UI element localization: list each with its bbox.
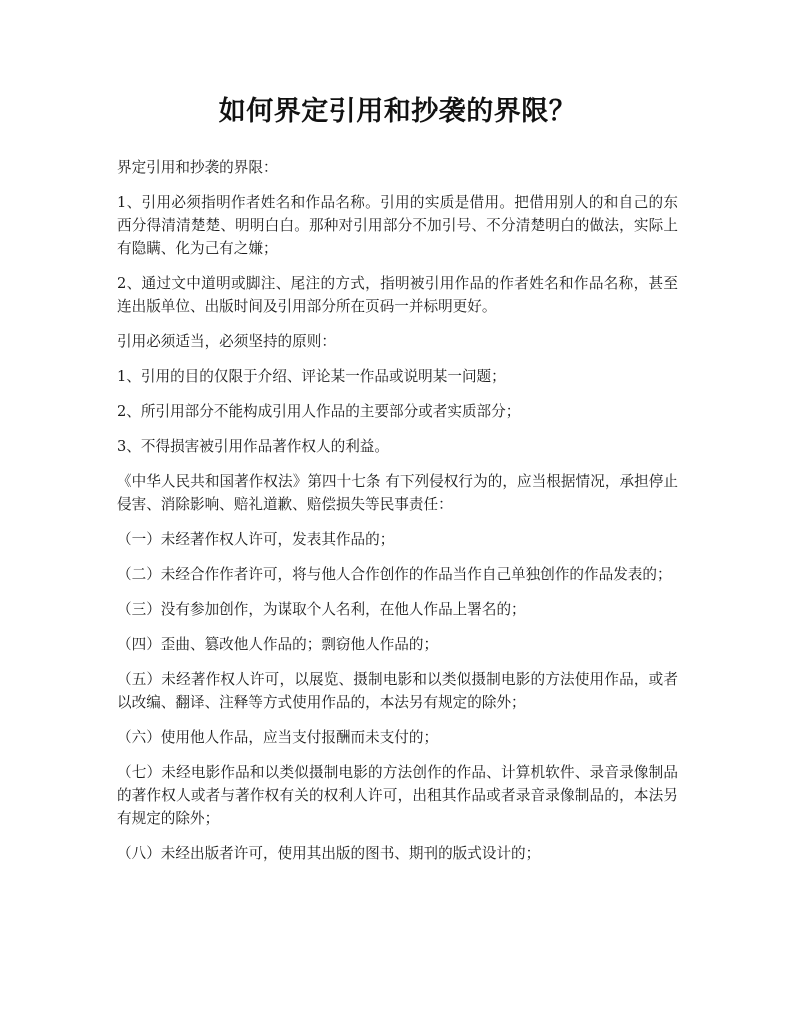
paragraph-boundary-point-1: 1、引用必须指明作者姓名和作品名称。引用的实质是借用。把借用别人的和自己的东西分得清清楚楚、明明白白。那种对引用部分不加引号、不分清楚明白的做法，实际上有隐瞒、化为己有之嫌；: [117, 194, 678, 257]
paragraph-clause-8: （八）未经出版者许可，使用其出版的图书、期刊的版式设计的；: [117, 845, 541, 862]
paragraph-clause-3: （三）没有参加创作，为谋取个人名利，在他人作品上署名的；: [117, 601, 526, 618]
paragraph-principle-2: 2、所引用部分不能构成引用人作品的主要部分或者实质部分；: [117, 403, 521, 420]
document-title: 如何界定引用和抄袭的界限？: [218, 96, 577, 127]
paragraph-law-article: 《中华人民共和国著作权法》第四十七条 有下列侵权行为的，应当根据情况，承担停止侵害、消除影响、赔礼道歉、赔偿损失等民事责任：: [117, 473, 678, 513]
paragraph-boundary-point-2: 2、通过文中道明或脚注、尾注的方式，指明被引用作品的作者姓名和作品名称，甚至连出版单位、出版时间及引用部分所在页码一并标明更好。: [117, 275, 678, 315]
paragraph-boundary-intro: 界定引用和抄袭的界限：: [117, 159, 278, 176]
paragraph-principle-1: 1、引用的目的仅限于介绍、评论某一作品或说明某一问题；: [117, 368, 506, 385]
paragraph-clause-1: （一）未经著作权人许可，发表其作品的；: [117, 531, 395, 548]
paragraph-clause-2: （二）未经合作作者许可，将与他人合作创作的作品当作自己单独创作的作品发表的；: [117, 566, 672, 583]
paragraph-clause-4: （四）歪曲、篡改他人作品的；剽窃他人作品的；: [117, 636, 439, 653]
paragraph-clause-5: （五）未经著作权人许可，以展览、摄制电影和以类似摄制电影的方法使用作品，或者以改编、翻译、注释等方式使用作品的，本法另有规定的除外；: [117, 671, 678, 711]
paragraph-clause-7: （七）未经电影作品和以类似摄制电影的方法创作的作品、计算机软件、录音录像制品的著作权人或者与著作权有关的权利人许可，出租其作品或者录音录像制品的，本法另有规定的除外；: [117, 764, 678, 827]
paragraph-clause-6: （六）使用他人作品，应当支付报酬而未支付的；: [117, 729, 439, 746]
paragraph-principle-3: 3、不得损害被引用作品著作权人的利益。: [117, 438, 389, 455]
paragraph-principles-intro: 引用必须适当，必须坚持的原则：: [117, 333, 336, 350]
